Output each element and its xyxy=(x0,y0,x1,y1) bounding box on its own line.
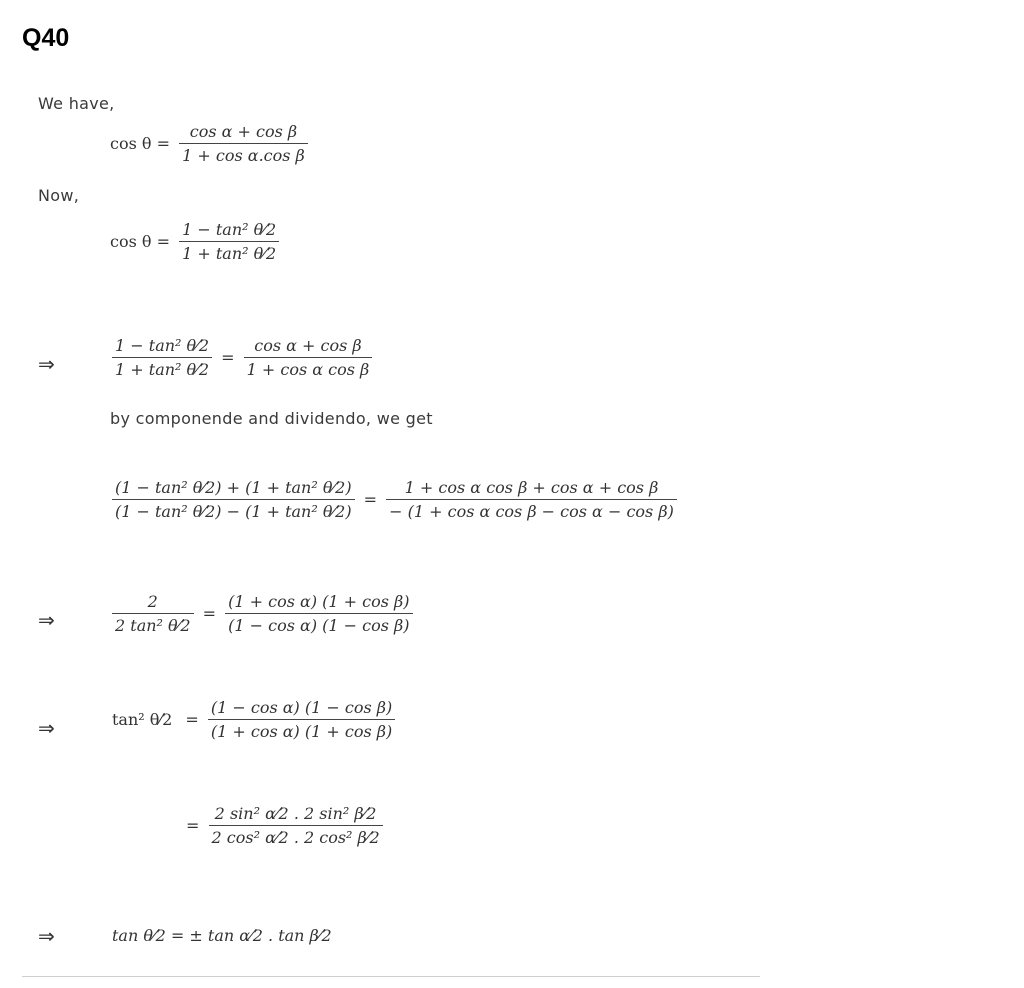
equation-3-left-fraction xyxy=(112,336,212,379)
equation-4-right-numerator: 1 + cos α cos β + cos α + cos β xyxy=(404,478,659,497)
equation-5 xyxy=(112,592,413,635)
equation-1-numerator: cos α + cos β xyxy=(189,122,298,141)
equation-6-numerator: (1 − cos α) (1 − cos β) xyxy=(210,698,393,717)
equation-7-numerator: 2 sin² α⁄2 . 2 sin² β⁄2 xyxy=(214,804,377,823)
equation-6-lhs: tan² θ⁄2 xyxy=(112,710,173,729)
equation-4-right-denominator: − (1 + cos α cos β − cos α − cos β) xyxy=(386,499,677,521)
implies-symbol-2: ⇒ xyxy=(38,608,55,632)
equation-4-left-numerator: (1 − tan² θ⁄2) + (1 + tan² θ⁄2) xyxy=(115,478,352,497)
equation-2 xyxy=(110,220,279,263)
equation-8: tan θ⁄2 = ± tan α⁄2 . tan β⁄2 xyxy=(112,926,332,945)
equation-5-equals: = xyxy=(202,604,217,623)
equation-3-right-denominator: 1 + cos α cos β xyxy=(244,357,373,379)
bottom-divider xyxy=(22,976,760,977)
equation-6-denominator: (1 + cos α) (1 + cos β) xyxy=(208,719,395,741)
implies-symbol-3: ⇒ xyxy=(38,716,55,740)
equation-2-numerator: 1 − tan² θ⁄2 xyxy=(182,220,277,239)
equation-2-lhs: cos θ = xyxy=(110,232,171,251)
equation-5-right-denominator: (1 − cos α) (1 − cos β) xyxy=(225,613,412,635)
equation-4-equals: = xyxy=(363,490,378,509)
equation-3-right-numerator: cos α + cos β xyxy=(254,336,362,355)
equation-2-denominator: 1 + tan² θ⁄2 xyxy=(179,241,279,263)
equation-6-fraction xyxy=(208,698,395,741)
equation-1-fraction xyxy=(179,122,308,165)
implies-symbol-1: ⇒ xyxy=(38,352,55,376)
implies-symbol-4: ⇒ xyxy=(38,924,55,948)
equation-6-equals: = xyxy=(185,710,199,729)
equation-3-left-numerator: 1 − tan² θ⁄2 xyxy=(115,336,210,355)
equation-3 xyxy=(112,336,372,379)
equation-7-fraction xyxy=(209,804,383,847)
equation-4-right-fraction xyxy=(386,478,677,521)
now-text: Now, xyxy=(38,186,80,205)
equation-5-left-numerator: 2 xyxy=(147,592,158,611)
equation-4-left-fraction xyxy=(112,478,355,521)
equation-3-equals: = xyxy=(221,348,235,367)
equation-3-left-denominator: 1 + tan² θ⁄2 xyxy=(112,357,212,379)
equation-6 xyxy=(112,698,395,741)
equation-5-left-denominator: 2 tan² θ⁄2 xyxy=(112,613,194,635)
question-number: Q40 xyxy=(22,24,70,52)
equation-3-right-fraction xyxy=(244,336,373,379)
intro-text: We have, xyxy=(38,94,115,113)
equation-7 xyxy=(182,804,383,847)
equation-7-denominator: 2 cos² α⁄2 . 2 cos² β⁄2 xyxy=(209,825,383,847)
equation-5-left-fraction xyxy=(112,592,194,635)
equation-1-lhs: cos θ = xyxy=(110,134,171,153)
equation-7-equals: = xyxy=(186,816,200,835)
componendo-text: by componende and dividendo, we get xyxy=(110,409,433,428)
equation-5-right-numerator: (1 + cos α) (1 + cos β) xyxy=(228,592,410,611)
equation-5-right-fraction xyxy=(225,592,412,635)
equation-1-denominator: 1 + cos α.cos β xyxy=(179,143,308,165)
equation-4 xyxy=(112,478,677,521)
equation-1 xyxy=(110,122,308,165)
equation-4-left-denominator: (1 − tan² θ⁄2) − (1 + tan² θ⁄2) xyxy=(112,499,355,521)
equation-2-fraction xyxy=(179,220,279,263)
